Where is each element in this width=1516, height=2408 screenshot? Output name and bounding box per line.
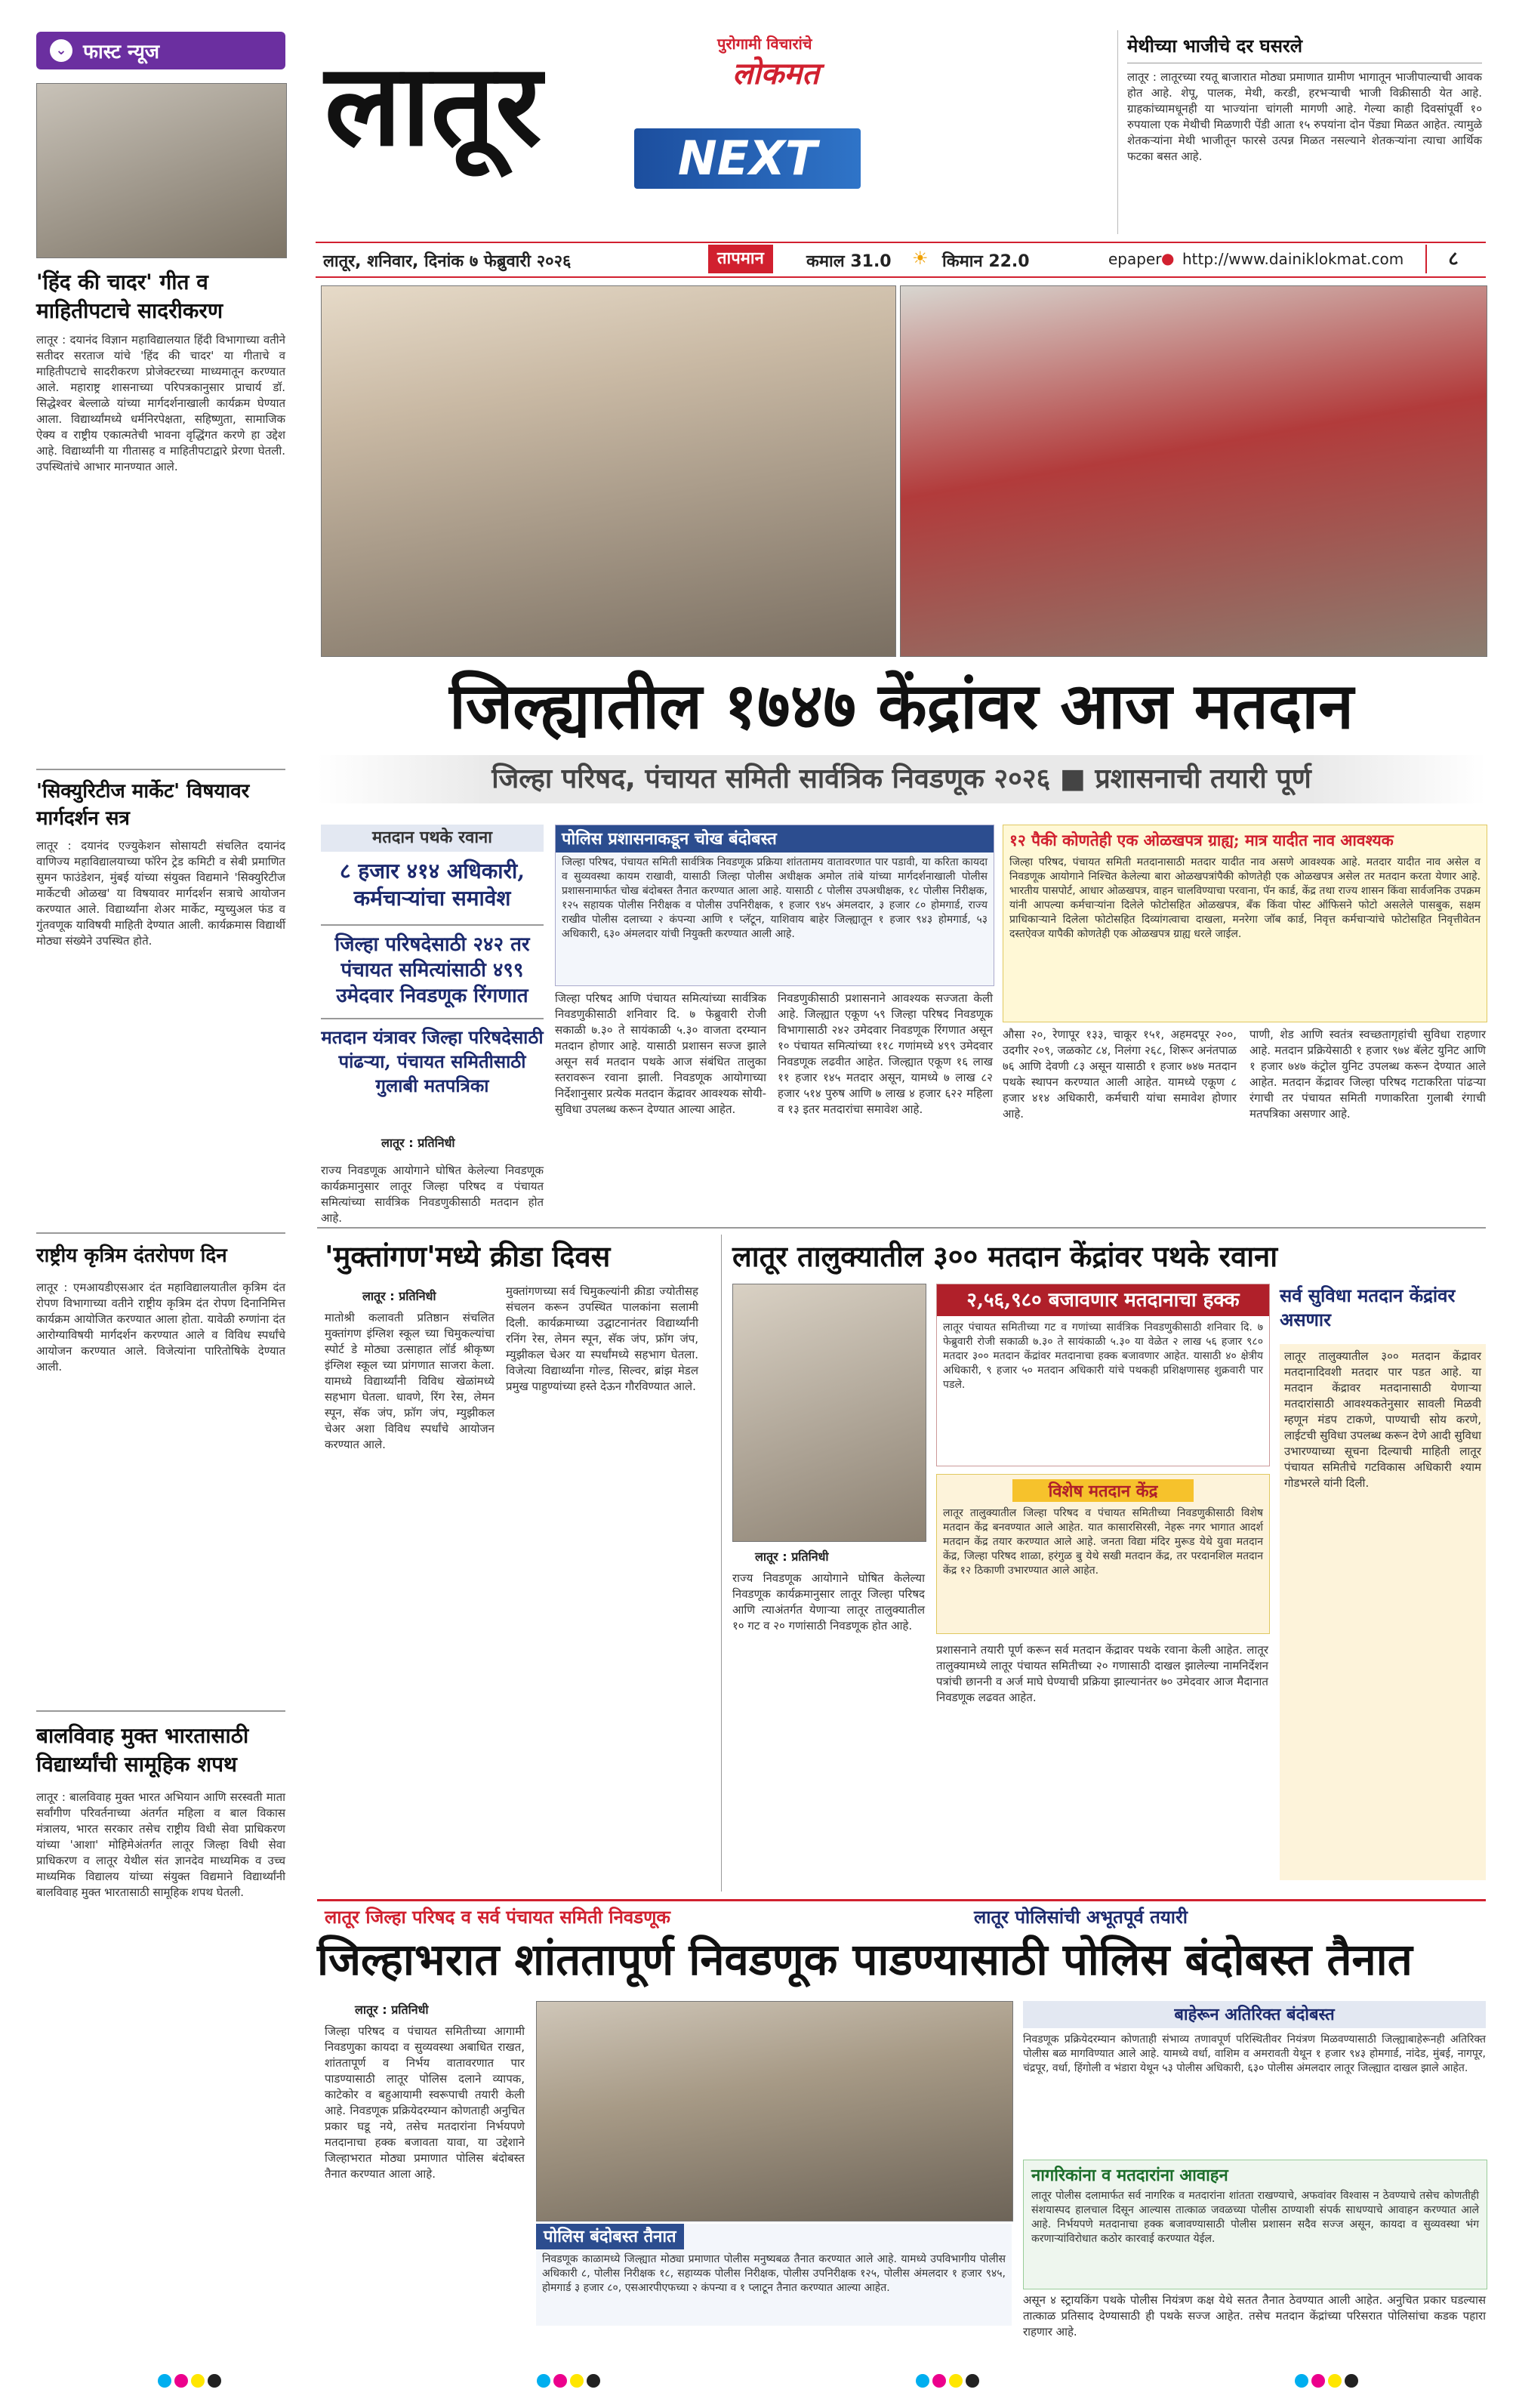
external-headline: बाहेरून अतिरिक्त बंदोबस्त [1023, 2001, 1486, 2028]
special-box [936, 1474, 1270, 1634]
special-headline: विशेष मतदान केंद्र [1012, 1479, 1194, 1502]
s2-headline: 'सिक्युरिटीज मार्केट' विषयावर मार्गदर्शन सत्र [36, 780, 250, 830]
registration-dots [914, 2374, 981, 2391]
temp-label: तापमान [708, 245, 773, 273]
police-byline: लातूर : प्रतिनिधी [355, 2003, 429, 2017]
taluka-headline: लातूर तालुक्यातील ३०० मतदान केंद्रांवर पथके रवाना [732, 1239, 1278, 1273]
main-col6-body: औसा २०, रेणापूर १३३, चाकूर १५१, अहमदपूर २००, उदगीर २०९, जळकोट ८४, निलंगा २६८, शिरूर अनंतपाळ ७६ आणि देवणी ८३ असून यासाठी १ हजार ७४७ मतदान पथके स्थापन करण्यात आली आहेत. यामध्ये एकूण ८ हजार ४१४ अधिकारी, कर्मचारी यांचा समावेश होणार आहे. [1003, 1028, 1237, 1121]
police-photo-box [536, 2224, 1012, 2326]
main-headline: जिल्ह्यातील १७४७ केंद्रांवर आज मतदान [449, 669, 1354, 743]
voters-headline: २,५६,९८० बजावणार मतदानाचा हक्क [937, 1284, 1269, 1316]
epaper-label: epaper [1108, 250, 1162, 268]
appeal-headline: नागरिकांना व मतदारांना आवाहन [1031, 2166, 1228, 2185]
temp-max: कमाल 31.0 [806, 252, 892, 271]
special-body: लातूर तालुक्यातील जिल्हा परिषद व पंचायत समितीच्या निवडणुकीसाठी विशेष मतदान केंद्र बनवण्यात आले आहेत. यात कासारसिरसी, नेहरू नगर भागात आदर्श मतदान केंद्र तयार करण्यात आले आहे. जनता विद्या मंदिर मुरूड येथे युवा मतदान केंद्र, जिल्हा परिषद शाळा, हरंगुळ बु येथे सखी मतदान केंद्र, तर परदानशिल मतदान केंद्र १२ ठिकाणी उभारण्यात आले आहेत. [943, 1507, 1263, 1577]
external-body: निवडणूक प्रक्रियेदरम्यान कोणताही संभाव्य तणावपूर्ण परिस्थितीवर नियंत्रण मिळवण्यासाठी जिल्ह्याबाहेरूनही अतिरिक्त पोलीस बळ मागविण्यात आले आहे. यामध्ये वर्धा, वाशिम व अमरावती येथून १ हजार ९४३ होमगार्ड, नांदेड, मुंबई, नागपूर, चंद्रपूर, वर्धा, हिंगोली व भंडारा येथून ५३ पोलीस अधिकारी, ६३० पोलीस अंमलदार लातूर जिल्ह्यात दाखल झाले आहेत. [1023, 2033, 1486, 2074]
masthead-title: लातूर [325, 40, 542, 171]
dateline-bar [316, 242, 1486, 278]
chevron-down-icon: ⌄ [50, 39, 72, 62]
voters-box [936, 1284, 1270, 1466]
registration-dots [156, 2374, 223, 2391]
police-photo-headline: पोलिस बंदोबस्त तैनात [536, 2224, 684, 2249]
polling-team-photo [900, 285, 1487, 657]
sports-photo [732, 1284, 926, 1542]
masthead-tagline: पुरोगामी विचारांचे [717, 35, 812, 53]
divider [317, 1227, 1486, 1229]
page-number: ८ [1425, 245, 1480, 273]
sidebox-candidates: जिल्हा परिषदेसाठी २४२ तर पंचायत समित्यांसाठी ४९९ उमेदवार निवडणूक रिंगणात [334, 933, 530, 1007]
s2-body: लातूर : दयानंद एज्युकेशन सोसायटी संचलित दयानंद वाणिज्य महाविद्यालयाच्या फॉरेन ट्रेड कमिटी व सेबी प्रमाणित सुमन फाउंडेशन, मुंबई यांच्या संयुक्त विद्यमाने 'सिक्युरिटीज मार्केटची ओळख' या विषयावर मार्गदर्शन सत्राचे आयोजन करण्यात आले. विद्यार्थ्यांना शेअर मार्केट, म्युच्युअल फंड व गुंतवणूक याविषयी माहिती देण्यात आली. कार्यक्रमास विद्यार्थी मोठ्या संख्येने उपस्थित होते. [36, 839, 285, 948]
sun-icon: ☀ [912, 248, 929, 269]
s3-body: लातूर : एमआयडीएसआर दंत महाविद्यालयातील कृत्रिम दंत रोपण विभागाच्या वतीने राष्ट्रीय कृत्रिम दंत रोपण दिनानिमित्त कार्यक्रम आयोजित करण्यात आला होता. यावेळी रुग्णांना दंत आरोग्याविषयी मार्गदर्शन करण्यात आले व विविध स्पर्धांचे आयोजन करण्यात आले. विजेत्यांना पारितोषिके देण्यात आली. [36, 1281, 285, 1374]
byline: लातूर : प्रतिनिधी [381, 1136, 455, 1150]
main-col3-body: जिल्हा परिषद आणि पंचायत समित्यांच्या सार्वत्रिक निवडणुकीसाठी शनिवार दि. ७ फेब्रुवारी रोजी सकाळी ७.३० ते सायंकाळी ५.३० वाजता दरम्यान मतदान होणार आहे. यासाठी प्रशासन सज्ज झाले असून सर्व मतदान पथके आज संबंधित तालुका स्तरावरून रवाना झाली. निवडणूक आयोगाच्या निर्देशानुसार प्रत्येक मतदान केंद्रावर आवश्यक सोयी-सुविधा उपलब्ध करून देण्यात आल्या आहेत. [555, 991, 766, 1116]
dateline: लातूर, शनिवार, दिनांक ७ फेब्रुवारी २०२६ [323, 252, 572, 271]
police-box-headline: पोलिस प्रशासनाकडून चोख बंदोबस्त [556, 825, 994, 853]
external-bandobast-box [1023, 2001, 1486, 2152]
police-col1-body: जिल्हा परिषद व पंचायत समितीच्या आगामी निवडणुका कायदा व सुव्यवस्था अबाधित राखत, शांततापूर्ण व निर्भय वातावरणात पार पाडण्यासाठी लातूर पोलिस दलाने व्यापक, काटेकोर व बहुआयामी स्वरूपाची तयारी केली आहे. निवडणूक प्रक्रियेदरम्यान कोणताही अनुचित प्रकार घडू नये, तसेच मतदारांना निर्भयपणे मतदानाचा हक्क बजावता यावा, या उद्देशाने जिल्हाभरात मोठ्या प्रमाणात पोलिस बंदोबस्त तैनात करण्यात आला आहे. [325, 2024, 525, 2181]
police-box [555, 825, 994, 986]
polling-training-photo [321, 285, 896, 657]
id-box [1003, 825, 1487, 1022]
police-kicker: लातूर जिल्हा परिषद व सर्व पंचायत समिती निवडणूक [325, 1907, 670, 1928]
police-col4-body: असून ४ स्ट्रायकिंग पथके पोलीस नियंत्रण कक्ष येथे सतत तैनात ठेवण्यात आली आहेत. अनुचित प्रकार घडल्यास तात्काळ प्रतिसाद देण्यासाठी ही पथके सज्ज आहेत. तसेच मतदान केंद्रांच्या परिसरात पोलिसांचा कडक पहारा राहणार आहे. [1023, 2293, 1486, 2339]
police-headline: जिल्हाभरात शांततापूर्ण निवडणूक पाडण्यासाठी पोलिस बंदोबस्त तैनात [317, 1934, 1413, 1985]
masthead-next: NEXT [677, 131, 818, 186]
sports-byline: लातूर : प्रतिनिधी [362, 1289, 436, 1303]
sports-body-1: मातोश्री कलावती प्रतिष्ठान संचलित मुक्तांगण इंग्लिश स्कूल च्या चिमुकल्यांचा स्पोर्ट डे मोठ्या उत्साहात लॉर्ड श्रीकृष्ण इंग्लिश स्कूल च्या प्रांगणात साजरा केला. यामध्ये विद्यार्थ्यांनी विविध खेळांमध्ये सहभाग घेतला. धावणे, रिंग रेस, लेमन स्पून, सॅक जंप, फ्रॉग जंप, म्युझीकल चेअर अशा विविध स्पर्धांचे आयोजन करण्यात आले. [325, 1311, 495, 1451]
masthead-next-logo [634, 128, 861, 189]
masthead [310, 30, 1110, 219]
epaper-icon: ● [1161, 249, 1175, 267]
taluka-col-body: राज्य निवडणूक आयोगाने घोषित केलेल्या निवडणूक कार्यक्रमानुसार लातूर जिल्हा परिषद आणि त्याअंतर्गत येणाऱ्या लातूर तालुक्यातील १० गट व २० गणांसाठी निवडणूक होत आहे. [732, 1571, 925, 1633]
temp-min: किमान 22.0 [942, 252, 1030, 271]
sports-body-2: मुक्तांगणच्या सर्व चिमुकल्यांनी क्रीडा ज्योतीसह संचलन करून उपस्थित पालकांना सलामी दिली. कार्यक्रमाच्या उद्घाटनानंतर विद्यार्थ्यांनी रनिंग रेस, लेमन स्पून, सॅक जंप, फ्रॉग जंप, म्युझीकल चेअर या स्पर्धांमध्ये सहभाग घेतला. विजेत्या विद्यार्थ्यांना गोल्ड, सिल्वर, ब्रांझ मेडल प्रमुख पाहुण्यांच्या हस्ते देऊन गौरविण्यात आले. [506, 1284, 698, 1393]
registration-marks [0, 2371, 1516, 2394]
main-col7-body: पाणी, शेड आणि स्वतंत्र स्वच्छतागृहांची सुविधा राहणार आहे. मतदान प्रक्रियेसाठी १ हजार ९७४ बॅलेट युनिट आणि १ हजार ७४७ कंट्रोल युनिट उपलब्ध करून देण्यात आले आहेत. मतदान केंद्रावर जिल्हा परिषद गटाकरिता पांढऱ्या रंगाची तर पंचायत समिती गणाकरिता गुलाबी रंगाची मतपत्रिका असणार आहे. [1249, 1028, 1486, 1121]
sidebox-officials: ८ हजार ४१४ अधिकारी, कर्मचाऱ्यांचा समावेश [340, 859, 525, 911]
main-sidebox [321, 825, 544, 1157]
all-facilities-box [1280, 1284, 1486, 1884]
appeal-box [1023, 2160, 1487, 2289]
sidebox-ballot: मतदान यंत्रावर जिल्हा परिषदेसाठी पांढऱ्या, पंचायत समितीसाठी गुलाबी मतपत्रिका [321, 1026, 544, 1096]
appeal-body: लातूर पोलीस दलामार्फत सर्व नागरिक व मतदारांना शांतता राखण्याचे, अफवांवर विश्वास न ठेवण्याचे तसेच कोणतीही संशयास्पद हालचाल दिसून आल्यास तात्काळ जवळच्या पोलीस ठाण्याशी संपर्क साधण्याचे आवाहन करण्यात आले आहे. निर्भयपणे मतदानाचा हक्क बजावण्यासाठी पोलीस प्रशासन सदैव सज्ज असून, कायदा व सुव्यवस्था भंग करणाऱ्यांविरोधात कठोर कारवाई करण्यात येईल. [1031, 2190, 1479, 2245]
registration-dots [535, 2374, 602, 2391]
main-col4-body: निवडणुकीसाठी प्रशासनाने आवश्यक सज्जता केली आहे. जिल्ह्यात एकूण ५९ जिल्हा परिषद निवडणूक विभागासाठी २४२ उमेदवार निवडणूक रिंगणात असून १० पंचायत समित्यांच्या ११८ गणांमध्ये ४९९ उमेदवार निवडणूक लढवीत आहेत. जिल्ह्यात एकूण १६ लाख ११ हजार १४५ मतदार असून, यामध्ये ७ लाख ८२ हजार ५१४ पुरुष आणि ७ लाख ४ हजार ६२२ महिला व १३ इतर मतदारांचा समावेश आहे. [778, 991, 993, 1116]
s1-body: लातूर : दयानंद विज्ञान महाविद्यालयात हिंदी विभागाच्या वतीने सतीदर सरताज यांचे 'हिंद की चादर' या गीताचे व माहितीपटाचे सादरीकरण प्रोजेक्टरच्या माध्यमातून करण्यात आले. महाराष्ट्र शासनाच्या परिपत्रकानुसार प्राचार्य डॉ. सिद्धेश्वर बेल्लाळे यांच्या मार्गदर्शनाखाली कार्यक्रम घेण्यात आला. विद्यार्थ्यांमध्ये धर्मनिरपेक्षता, सहिष्णुता, सामाजिक ऐक्य व राष्ट्रीय एकात्मतेची भावना वृद्धिंगत करणे हा उद्देश आहे. विद्यार्थ्यांनी या गीतासह व माहितीपटाद्वारे प्रेरणा घेतली. उपस्थितांचे आभार मानण्यात आले. [36, 333, 285, 473]
divider [321, 924, 544, 926]
sidebar [29, 23, 293, 2326]
sidebox-heading: मतदान पथके रवाना [321, 825, 544, 852]
police-bandobast-photo [536, 2001, 1013, 2221]
all-facilities-headline: सर्व सुविधा मतदान केंद्रांवर असणार [1280, 1284, 1456, 1330]
police-kicker-2: लातूर पोलिसांची अभूतपूर्व तयारी [974, 1907, 1188, 1928]
main-subhead [317, 755, 1486, 803]
police-kicker-bar [317, 1899, 1486, 1927]
top-right-story [1117, 30, 1487, 234]
id-box-body: जिल्हा परिषद, पंचायत समिती मतदानासाठी मतदार यादीत नाव असणे आवश्यक आहे. मतदार यादीत नाव असेल व निवडणूक आयोगाने निश्चित केलेल्या बारा ओळखपत्रांपैकी कोणतेही एक ओळखपत्र असेल तर मतदान करता येणार आहे. भारतीय पासपोर्ट, आधार ओळखपत्र, वाहन चालविण्याचा परवाना, पॅन कार्ड, केंद्र तथा राज्य शासन किंवा सार्वजनिक उपक्रम यांनी आपल्या कर्मचाऱ्यांना दिलेले फोटोसहित ओळखपत्र, बँक किंवा पोस्ट ऑफिसने फोटो असलेले पासबुक, सक्षम प्राधिकाऱ्याने दिलेला फोटोसहित दिव्यांगत्वाचा दाखला, मनरेगा जॉब कार्ड, निवृत्त कर्मचाऱ्यांचे फोटोसहित निवृत्तीवेतन दस्तऐवज यापैकी कोणतेही एक ओळखपत्र ग्राह्य धरले जाईल. [1009, 856, 1481, 940]
main-subhead-text: जिल्हा परिषद, पंचायत समिती सार्वत्रिक निवडणूक २०२६ ■ प्रशासनाची तयारी पूर्ण [491, 763, 1311, 794]
s1-headline: 'हिंद की चादर' गीत व माहितीपटाचे सादरीकरण [36, 270, 223, 323]
all-facilities-body: लातूर तालुक्यातील ३०० मतदान केंद्रावर मतदानादिवशी मतदार पार पडत आहे. या मतदान केंद्रावर मतदानासाठी येणाऱ्या मतदारांसाठी आवश्यकतेनुसार सावली मिळवी म्हणून मंडप टाकणे, पाण्याची सोय करणे, लाईटची सुविधा उपलब्ध करून देणे आदी सुविधा उभारण्याच्या सूचना दिल्याची माहिती लातूर पंचायत समितीचे गटविकास अधिकारी श्याम गोडभरले यांनी दिली. [1280, 1344, 1486, 1880]
divider [36, 769, 285, 770]
police-box-body: जिल्हा परिषद, पंचायत समिती सार्वत्रिक निवडणूक प्रक्रिया शांततामय वातावरणात पार पडावी, या करिता कायदा व सुव्यवस्था कायम राखावी, यासाठी जिल्हा पोलीस अधीक्षक अमोल तांबे यांच्या मार्गदर्शनाखाली पोलीस प्रशासनामार्फत चोख बंदोबस्त तैनात करण्यात आला आहे. यासाठी ८ पोलीस उपअधीक्षक, १८ पोलीस निरीक्षक, १२५ सहायक पोलीस निरीक्षक व पोलीस उपनिरीक्षक, १ हजार ९४५ अंमलदार, ३ हजार ८० होमगार्ड, राज्य राखीव पोलीस दलाच्या २ कंपन्या आणि १ प्लॅटून, याशिवाय बाहेर जिल्ह्यातून १ हजार ९४३ होमगार्ड, ५३ अधिकारी, ६३० अंमलदार यांची नियुक्ती करण्यात आली आहे. [562, 856, 988, 940]
sports-headline: 'मुक्तांगण'मध्ये क्रीडा दिवस [325, 1239, 611, 1273]
sidebar-photo [36, 83, 287, 258]
sports-photo-caption: लातूर : प्रतिनिधी [755, 1549, 829, 1564]
registration-dots [1293, 2374, 1360, 2391]
divider [36, 1710, 285, 1712]
v-divider [721, 1235, 722, 1892]
main-col1-body: राज्य निवडणूक आयोगाने घोषित केलेल्या निवडणूक कार्यक्रमानुसार लातूर जिल्हा परिषद व पंचायत समित्यांच्या सार्वत्रिक निवडणुकीसाठी मतदान होत आहे. [321, 1164, 544, 1225]
masthead-paper: लोकमत [732, 56, 819, 91]
fast-news-label: फास्ट न्यूज [83, 41, 160, 63]
top-right-headline: मेथीच्या भाजीचे दर घसरले [1127, 33, 1482, 63]
divider [321, 1018, 544, 1019]
s4-body: लातूर : बालविवाह मुक्त भारत अभियान आणि सरस्वती माता सर्वांगीण परिवर्तनाच्या अंतर्गत महिला व बाल विकास मंत्रालय, भारत सरकार तसेच राष्ट्रीय विधी सेवा प्राधिकरण यांच्या 'आशा' मोहिमेअंतर्गत लातूर जिल्हा विधी सेवा प्राधिकरण व लातूर येथील संत ज्ञानदेव माध्यमिक व उच्च माध्यमिक विद्यालय यांच्या संयुक्त विद्यमाने विद्यार्थ्यांनी बालविवाह मुक्त भारतासाठी सामूहिक शपथ घेतली. [36, 1790, 285, 1899]
id-box-headline: १२ पैकी कोणतेही एक ओळखपत्र ग्राह्य; मात्र यादीत नाव आवश्यक [1009, 831, 1394, 849]
s4-headline: बालविवाह मुक्त भारतासाठी विद्यार्थ्यांची सामूहिक शपथ [36, 1723, 249, 1777]
top-right-body: लातूर : लातूरच्या रयतू बाजारात मोठ्या प्रमाणात ग्रामीण भागातून भाजीपाल्याची आवक होत आहे. शेपू, पालक, मेथी, करडी, हरभऱ्याची भाजी विक्रीसाठी येत आहे. ग्राहकांच्यामधूनही या भाज्यांना चांगली मागणी आहे. गेल्या काही दिवसांपूर्वी १० रुपयाला एक मेथीची मिळणारी पेंडी आता १५ रुपयांना दोन पेंड्या मिळत आहेत. त्यामुळे शेतकऱ्यांना मेथी भाजीतून फारसे उत्पन्न मिळत नसल्याने शेतकऱ्यांना त्याचा आर्थिक फटका बसत आहे. [1127, 70, 1482, 163]
website-url[interactable]: http://www.dainiklokmat.com [1182, 250, 1404, 268]
taluka-col4-body: प्रशासनाने तयारी पूर्ण करून सर्व मतदान केंद्रावर पथके रवाना केली आहेत. लातूर तालुक्यामध्ये लातूर पंचायत समितीच्या २० गणासाठी दाखल झालेल्या नामनिर्देशन पत्रांची छाननी व अर्ज माघे घेण्याची प्रक्रिया झाल्यानंतर ७० उमेदवार आज मैदानात निवडणूक लढवत आहेत. [936, 1643, 1268, 1704]
divider [36, 1232, 285, 1234]
s3-headline: राष्ट्रीय कृत्रिम दंतरोपण दिन [36, 1244, 227, 1267]
voters-body: लातूर पंचायत समितीच्या गट व गणांच्या सार्वत्रिक निवडणुकीसाठी शनिवार दि. ७ फेब्रुवारी रोजी सकाळी ७.३० ते सायंकाळी ५.३० या वेळेत २ लाख ५६ हजार ९८० मतदार ३०० मतदान केंद्रांवर मतदानाचा हक्क बजावणार आहेत. यासाठी ४० क्षेत्रीय अधिकारी, ९ हजार ५० मतदान अधिकारी यांचे पथकही प्रशिक्षणासह शुक्रवारी पार पडले. [943, 1321, 1263, 1391]
fast-news-banner [36, 32, 285, 69]
police-photo-body: निवडणूक काळामध्ये जिल्ह्यात मोठ्या प्रमाणात पोलीस मनुष्यबळ तैनात करण्यात आले आहे. यामध्ये उपविभागीय पोलीस अधिकारी ८, पोलीस निरीक्षक १८, सहाय्यक पोलीस निरीक्षक, पोलीस उपनिरीक्षक १२५, पोलीस अंमलदार १ हजार ९४५, होमगार्ड ३ हजार ८०, एसआरपीएफच्या २ कंपन्या व १ प्लाटून तैनात करण्यात आल्या आहेत. [542, 2253, 1006, 2294]
